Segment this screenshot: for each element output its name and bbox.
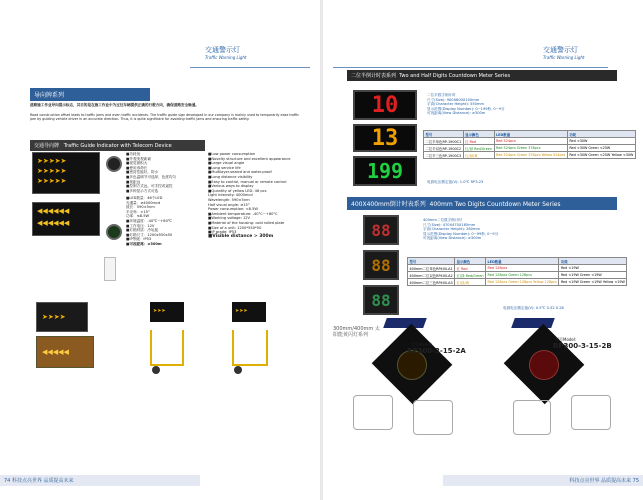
spec2: 400mm二位数字倒计时 尺寸(Size): 470X470X185mm 字高(Character Height): 280mm 显示范围(Display Number): 0~99秒, 0~9分 可视距离(View Distance): ≥300m bbox=[423, 218, 499, 241]
product-photo-trailer2-board: ➤➤➤ bbox=[232, 302, 266, 322]
countdown400-red bbox=[363, 215, 399, 245]
table-row: 400mm二位三色RP400-A3 红/绿/黄 Red 128pcs Green 128pcs Yellow 128pcs Red <19W Green <19W Yellow <19W bbox=[409, 280, 625, 285]
model-b-label: 型号Model: bbox=[555, 337, 577, 342]
table-header-row: 型号 显示颜色 LED数量 功耗 bbox=[424, 131, 636, 138]
mount-drawing-a2 bbox=[413, 400, 453, 435]
spec-table-1 bbox=[423, 130, 636, 159]
countdown400-amber bbox=[363, 250, 399, 280]
product-photo-board-orange: ◀◀◀◀◀ bbox=[36, 336, 94, 368]
mount-drawing-b2 bbox=[571, 395, 611, 430]
header-title: 交通警示灯 bbox=[543, 46, 578, 54]
product-photo-trailer-wheel bbox=[152, 366, 160, 374]
controller-box bbox=[104, 257, 116, 281]
product-photo-arrow-board: ➤➤➤➤ bbox=[36, 302, 88, 332]
round-signal-lamp-green bbox=[106, 224, 122, 240]
product-photo-trailer-board: ➤➤➤ bbox=[150, 302, 184, 322]
mount-drawing-b1 bbox=[513, 400, 551, 435]
table-row: 400mm二位双色RP400-A2 红/绿 Red/Green Red 128pcs Green 128pcs Red <19W Green <19W bbox=[408, 272, 627, 279]
guide-sign-yellow: ◀◀◀◀◀◀ ◀◀◀◀◀◀ bbox=[32, 202, 100, 236]
sec1-en: Two and Half Digits Countdown Meter Series bbox=[399, 73, 511, 79]
intro-en: Road construction offset leads to traffic jams and even traffic accidents. The traffic guide sign developed in our company is mainly used to temporarily ease traffic jam by guiding vehicle driver in an accurate direction. Thus, it is quite significant for avoiding traffic jams and ensuring traffic safety. bbox=[30, 113, 300, 121]
right-page bbox=[323, 0, 643, 500]
countdown-display-green-digits: 199 bbox=[366, 159, 404, 183]
sec2-bar bbox=[347, 197, 617, 210]
solar-panel-a bbox=[383, 318, 427, 328]
sec1-bar bbox=[347, 70, 617, 81]
table-row: 二位半三色RP-1900C3 红/绿/黄 Red 524pcs Green 378pcs Yellow 524pcs Red <30W Green <25W Yellow <30W bbox=[425, 153, 634, 158]
left-page bbox=[0, 0, 320, 500]
round-signal-lamp bbox=[106, 156, 122, 172]
specs-cn: ■LED数量：46个LED 光通量：≥4000mcd 波长：590±5nm 半光角：>15° 功率：≤8.5W ■环境温度：-40℃~+80℃ ■工作电压：12V ■灯箱材质：冷轧板 ■灯箱尺寸：1200x550x50 ■IP等级：IP53 ■可视距离：≥300m bbox=[126, 196, 173, 246]
model-b: RP300-3-15-2B bbox=[553, 342, 612, 350]
header-rule bbox=[190, 67, 310, 68]
countdown400-red-digits: 88 bbox=[371, 220, 391, 240]
page-footer: 科技点亮世界 品质提高未来 75 bbox=[443, 475, 643, 486]
guide-sign-arrows: ➤➤➤➤➤ ➤➤➤➤➤ ➤➤➤➤➤ bbox=[32, 152, 100, 194]
page-header bbox=[205, 45, 247, 60]
note2: 电源电压额定值(V): 0.5℃ 0.52 0.28 bbox=[503, 306, 564, 310]
header-rule bbox=[333, 67, 608, 68]
spec1: 二位半数字倒计时 尺寸(Size): 900X600X100mm 字高(Character Height): 550mm 显示范围(Display Number): 0~199秒, 0~9分 可视距离(View Distance): ≥300m bbox=[427, 93, 505, 116]
product-photo-trailer2-wheel bbox=[234, 366, 242, 374]
countdown-display-amber-digits: 13 bbox=[371, 125, 399, 151]
mount-drawing-a1 bbox=[353, 395, 393, 430]
section-bar: 导向牌系列 bbox=[30, 88, 150, 101]
header-title: 交通警示灯 bbox=[205, 46, 240, 54]
countdown-display-red-digits: 10 bbox=[371, 92, 399, 118]
model-a: RP300-3-15-2A bbox=[407, 347, 466, 355]
features-cn: ■功耗低 ■外观美观新颖 ■视觉面积大 ■使用寿命长 ■密封性能好，防水 ■多色温调节可选择，色度均匀 ■视距远 ■控制方式远，可手控或遥控 ■多种显示方式可选 bbox=[126, 152, 177, 193]
table-header-row: 型号 显示颜色 LED数量 功耗 bbox=[408, 258, 627, 265]
table-row: 400mm二位单色RP400-A1 红 Red Red 128pcs Red <19W bbox=[408, 265, 627, 272]
model-a-label: 型号Model: bbox=[411, 342, 433, 347]
sec2-en: 400mm Two Digits Countdown Meter Series bbox=[429, 201, 561, 208]
countdown400-green-digits: 88 bbox=[371, 290, 391, 310]
countdown-display-red bbox=[353, 90, 417, 120]
countdown-display-amber bbox=[353, 124, 417, 152]
solar-series-label: 300mm/400mm 太阳能黄闪灯系列 bbox=[333, 326, 380, 338]
countdown-display-green bbox=[353, 156, 417, 186]
product-bar bbox=[30, 140, 205, 151]
header-subtitle: Traffic Warning Light bbox=[205, 55, 247, 60]
table-row: 二位半单色RP-1900C1 红 Red Red 524pcs Red <30W bbox=[424, 138, 636, 145]
countdown400-green bbox=[363, 285, 399, 315]
product-bar-cn: 交通导向牌 bbox=[34, 143, 60, 149]
sec2-title: 400X400mm倒计时表系列 bbox=[351, 201, 426, 208]
features-en: ■Low power consumption ■Novelty structure and excellent appearance ■Large visual angle ■Long service life ■Multilayer-sealed and water-proof ■Long distance visibility ■Easy to control, manual or remote control ■Various ways to display ■Quantity of yellow LED: 46 pcs Light intensity: 4000mcd Wavelength: 590±5nm Half visual angle: ≥15° Power consumption: <8.5W ■Ambient temperature: -40°C~+80°C ■Working voltage: 12V ■Material of the housing: cold rolled plate ■Size of a unit: 1200*550*50 ■IP grade: IP53 ■Visible distance > 300m bbox=[208, 152, 291, 239]
solar-panel-b bbox=[511, 318, 555, 328]
product-photo-trailer2-frame bbox=[232, 330, 268, 366]
product-photo-trailer-frame bbox=[150, 330, 184, 366]
table-row: 二位半双色RP-1900C2 红/绿 Red/Green Red 524pcs Green 378pcs Red <30W Green <25W bbox=[424, 145, 636, 152]
flash-lamp-b-lens bbox=[529, 350, 559, 380]
sec1-title: 二位半倒计时表系列 bbox=[351, 73, 397, 79]
countdown400-amber-digits: 88 bbox=[371, 255, 391, 275]
header-subtitle: Traffic Warning Light bbox=[543, 55, 585, 60]
page-header bbox=[543, 45, 585, 60]
note1: 电源电压额定值(V): 1.0℃ RP3.23 bbox=[427, 180, 484, 184]
spec-table-2 bbox=[407, 257, 627, 286]
intro-cn: 道路施工作业导向提示标志，其目的是在施工作业中为过往车辆提供正确的行驶方向，确保道路安全畅通。 bbox=[30, 103, 199, 107]
product-bar-en: Traffic Guide Indicator with Telecom Device bbox=[63, 143, 172, 149]
page-footer: 74 科技点亮世界 品质提高未来 bbox=[0, 475, 200, 486]
